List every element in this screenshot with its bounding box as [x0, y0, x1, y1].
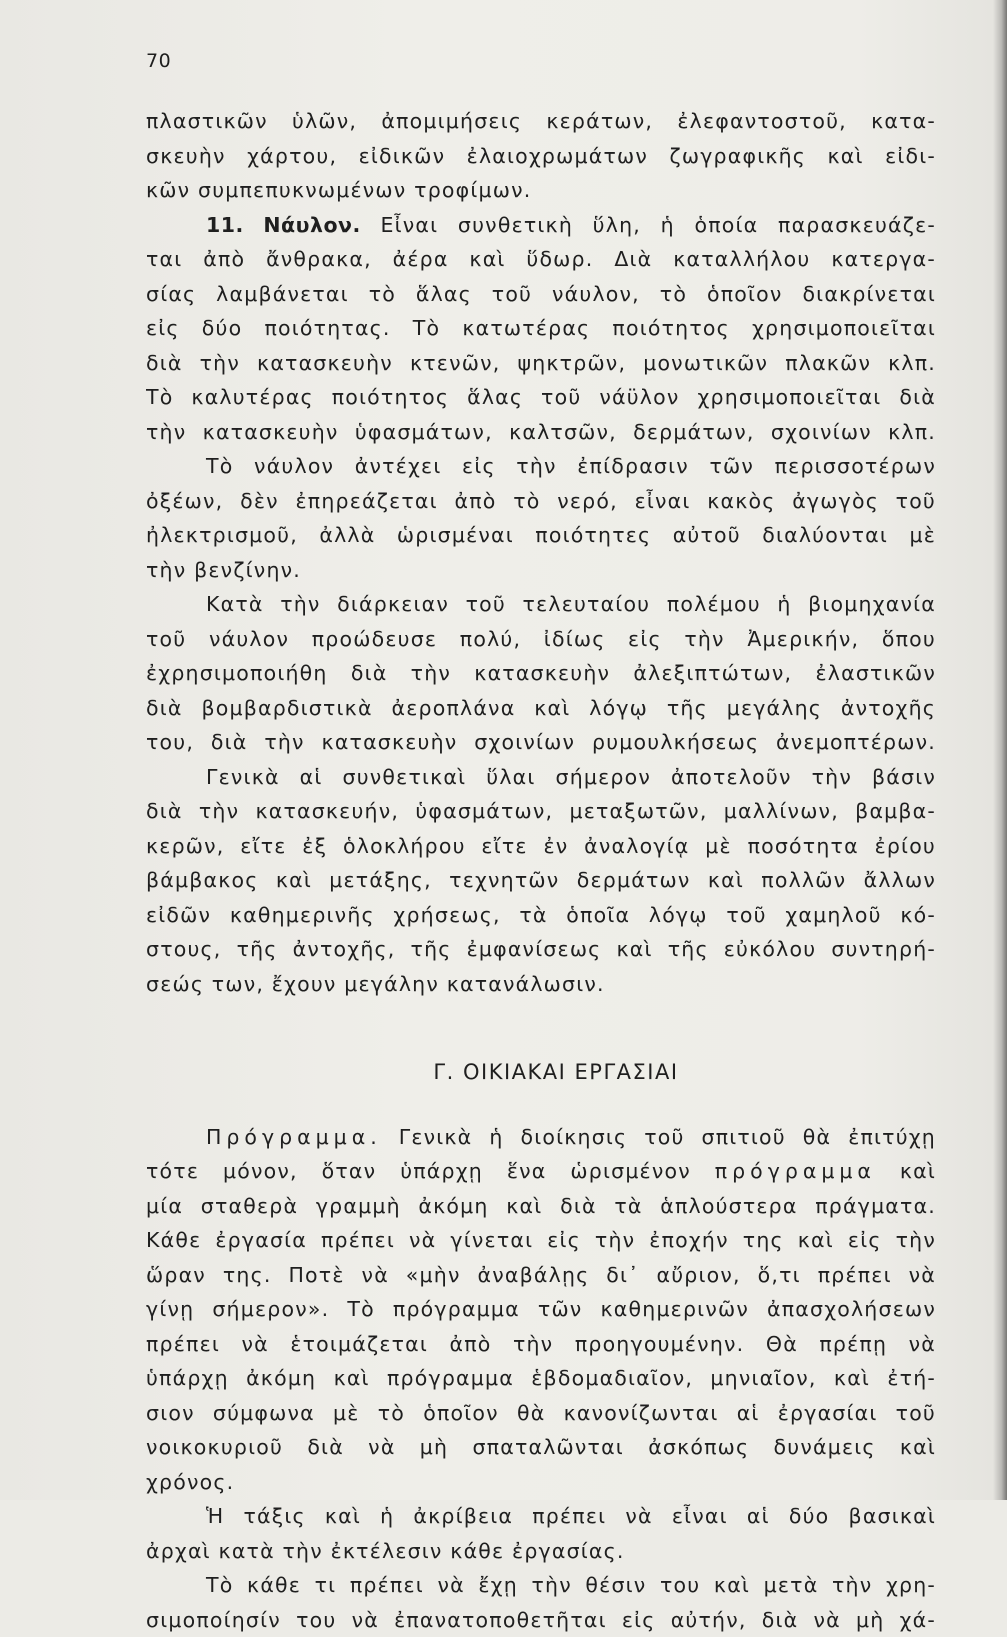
- text-line: Κάθε ἐργασία πρέπει νὰ γίνεται εἰς τὴν ἐποχήν της καὶ εἰς τὴν: [146, 1223, 936, 1258]
- text-line: Κατὰ τὴν διάρκειαν τοῦ τελευταίου πολέμου ἡ βιομηχανία: [146, 587, 936, 622]
- text-line: νοικοκυριοῦ διὰ νὰ μὴ σπαταλῶνται ἀσκόπως δυνάμεις καὶ: [146, 1430, 936, 1465]
- section-heading: Γ. ΟΙΚΙΑΚΑΙ ΕΡΓΑΣΙΑΙ: [146, 1055, 936, 1090]
- text-line: πλαστικῶν ὑλῶν, ἀπομιμήσεις κεράτων, ἐλεφαντοστοῦ, κατα-: [146, 104, 936, 139]
- text-line: [146, 1154, 936, 1189]
- text-line: γίνῃ σήμερον». Τὸ πρόγραμμα τῶν καθημερινῶν ἀπασχολήσεων: [146, 1292, 936, 1327]
- text-line: σιμοποίησίν του νὰ ἐπανατοποθετῆται εἰς αὐτήν, διὰ νὰ μὴ χά-: [146, 1603, 936, 1637]
- text-line: Τὸ νάυλον ἀντέχει εἰς τὴν ἐπίδρασιν τῶν περισσοτέρων: [146, 449, 936, 484]
- text-line: ἀρχαὶ κατὰ τὴν ἐκτέλεσιν κάθε ἐργασίας.: [146, 1534, 936, 1569]
- text-line: κῶν συμπεπυκνωμένων τροφίμων.: [146, 173, 936, 208]
- paragraph-synthetic-materials: [146, 760, 936, 1002]
- text-line: ὥραν της. Ποτὲ νὰ «μὴν ἀναβάλῃς δι᾽ αὔριον, ὅ,τι πρέπει νὰ: [146, 1258, 936, 1293]
- section-label-programme: Πρόγραμμα.: [206, 1125, 382, 1149]
- text-line: του, διὰ τὴν κατασκευὴν σχοινίων ρυμουλκήσεως ἀνεμοπτέρων.: [146, 725, 936, 760]
- paragraph-continuation: [146, 104, 936, 208]
- paragraph-nylon-properties: [146, 449, 936, 587]
- text-line: διὰ τὴν κατασκευὴν κτενῶν, ψηκτρῶν, μονωτικῶν πλακῶν κλπ.: [146, 346, 936, 381]
- binding-shadow: [993, 0, 1007, 1500]
- text-line: εἰδῶν καθημερινῆς χρήσεως, τὰ ὁποῖα λόγῳ τοῦ χαμηλοῦ κό-: [146, 898, 936, 933]
- text-line: σίας λαμβάνεται τὸ ἅλας τοῦ νάυλον, τὸ ὁποῖον διακρίνεται: [146, 277, 936, 312]
- text-line: Γενικὰ αἱ συνθετικαὶ ὕλαι σήμερον ἀποτελοῦν τὴν βάσιν: [146, 760, 936, 795]
- text-line: τὴν κατασκευὴν ὑφασμάτων, καλτσῶν, δερμάτων, σχοινίων κλπ.: [146, 415, 936, 450]
- text-line: μία σταθερὰ γραμμὴ ἀκόμη καὶ διὰ τὰ ἁπλούστερα πράγματα.: [146, 1189, 936, 1224]
- paragraph-war-industry: [146, 587, 936, 760]
- text-line: Ἡ τάξις καὶ ἡ ἀκρίβεια πρέπει νὰ εἶναι αἱ δύο βασικαὶ: [146, 1499, 936, 1534]
- text-line: στους, τῆς ἀντοχῆς, τῆς ἐμφανίσεως καὶ τῆς εὐκόλου συντηρή-: [146, 932, 936, 967]
- text-line: Τὸ κάθε τι πρέπει νὰ ἔχῃ τὴν θέσιν του καὶ μετὰ τὴν χρη-: [146, 1568, 936, 1603]
- text-line: χρόνος.: [146, 1465, 936, 1500]
- text-line: τὴν βενζίνην.: [146, 553, 936, 588]
- paragraph-everything-in-place: [146, 1568, 936, 1637]
- text-fragment: τότε μόνον, ὅταν ὑπάρχῃ ἕνα ὡρισμένον: [146, 1159, 691, 1183]
- text-line: Τὸ καλυτέρας ποιότητος ἅλας τοῦ νάϋλον χρησιμοποιεῖται διὰ: [146, 380, 936, 415]
- text-line: [146, 208, 936, 243]
- text-line: εἰς δύο ποιότητας. Τὸ κατωτέρας ποιότητος χρησιμοποιεῖται: [146, 311, 936, 346]
- text-line: βάμβακος καὶ μετάξης, τεχνητῶν δερμάτων καὶ πολλῶν ἄλλων: [146, 863, 936, 898]
- paragraph-order-precision: [146, 1499, 936, 1568]
- paragraph-nylon: [146, 208, 936, 450]
- text-line: πρέπει νὰ ἑτοιμάζεται ἀπὸ τὴν προηγουμένην. Θὰ πρέπῃ νὰ: [146, 1327, 936, 1362]
- text-line: διὰ τὴν κατασκευήν, ὑφασμάτων, μεταξωτῶν, μαλλίνων, βαμβα-: [146, 794, 936, 829]
- text-line: σεώς των, ἔχουν μεγάλην κατανάλωσιν.: [146, 967, 936, 1002]
- text-line: σιον σύμφωνα μὲ τὸ ὁποῖον θὰ κανονίζωνται αἱ ἐργασίαι τοῦ: [146, 1396, 936, 1431]
- text-column: [146, 104, 936, 1637]
- text-line: κερῶν, εἴτε ἐξ ὁλοκλήρου εἴτε ἐν ἀναλογίᾳ μὲ ποσότητα ἐρίου: [146, 829, 936, 864]
- text-line: ἐχρησιμοποιήθη διὰ τὴν κατασκευὴν ἀλεξιπτώτων, ἐλαστικῶν: [146, 656, 936, 691]
- text-line: τοῦ νάυλον προώδευσε πολύ, ἰδίως εἰς τὴν Ἀμερικήν, ὅπου: [146, 622, 936, 657]
- text-fragment: Γενικὰ ἡ διοίκησις τοῦ σπιτιοῦ θὰ ἐπιτύχῃ: [399, 1125, 936, 1149]
- page-number: 70: [146, 50, 171, 72]
- text-line: ὑπάρχῃ ἀκόμη καὶ πρόγραμμα ἑβδομαδιαῖον, μηνιαῖον, καὶ ἐτή-: [146, 1361, 936, 1396]
- text-fragment: Εἶναι συνθετικὴ ὕλη, ἡ ὁποία παρασκευάζε-: [380, 213, 936, 237]
- paragraph-programme: [146, 1120, 936, 1500]
- text-line: [146, 1120, 936, 1155]
- text-line: σκευὴν χάρτου, εἰδικῶν ἐλαιοχρωμάτων ζωγραφικῆς καὶ εἰδι-: [146, 139, 936, 174]
- emphasized-word: πρόγραμμα: [715, 1159, 876, 1183]
- text-fragment: καὶ: [900, 1159, 936, 1183]
- text-line: ἠλεκτρισμοῦ, ἀλλὰ ὡρισμέναι ποιότητες αὐτοῦ διαλύονται μὲ: [146, 518, 936, 553]
- text-line: ται ἀπὸ ἄνθρακα, ἀέρα καὶ ὕδωρ. Διὰ καταλλήλου κατεργα-: [146, 242, 936, 277]
- text-line: ὀξέων, δὲν ἐπηρεάζεται ἀπὸ τὸ νερό, εἶναι κακὸς ἀγωγὸς τοῦ: [146, 484, 936, 519]
- section-label-nylon: 11. Νάυλον.: [206, 213, 361, 237]
- text-line: διὰ βομβαρδιστικὰ ἀεροπλάνα καὶ λόγῳ τῆς μεγάλης ἀντοχῆς: [146, 691, 936, 726]
